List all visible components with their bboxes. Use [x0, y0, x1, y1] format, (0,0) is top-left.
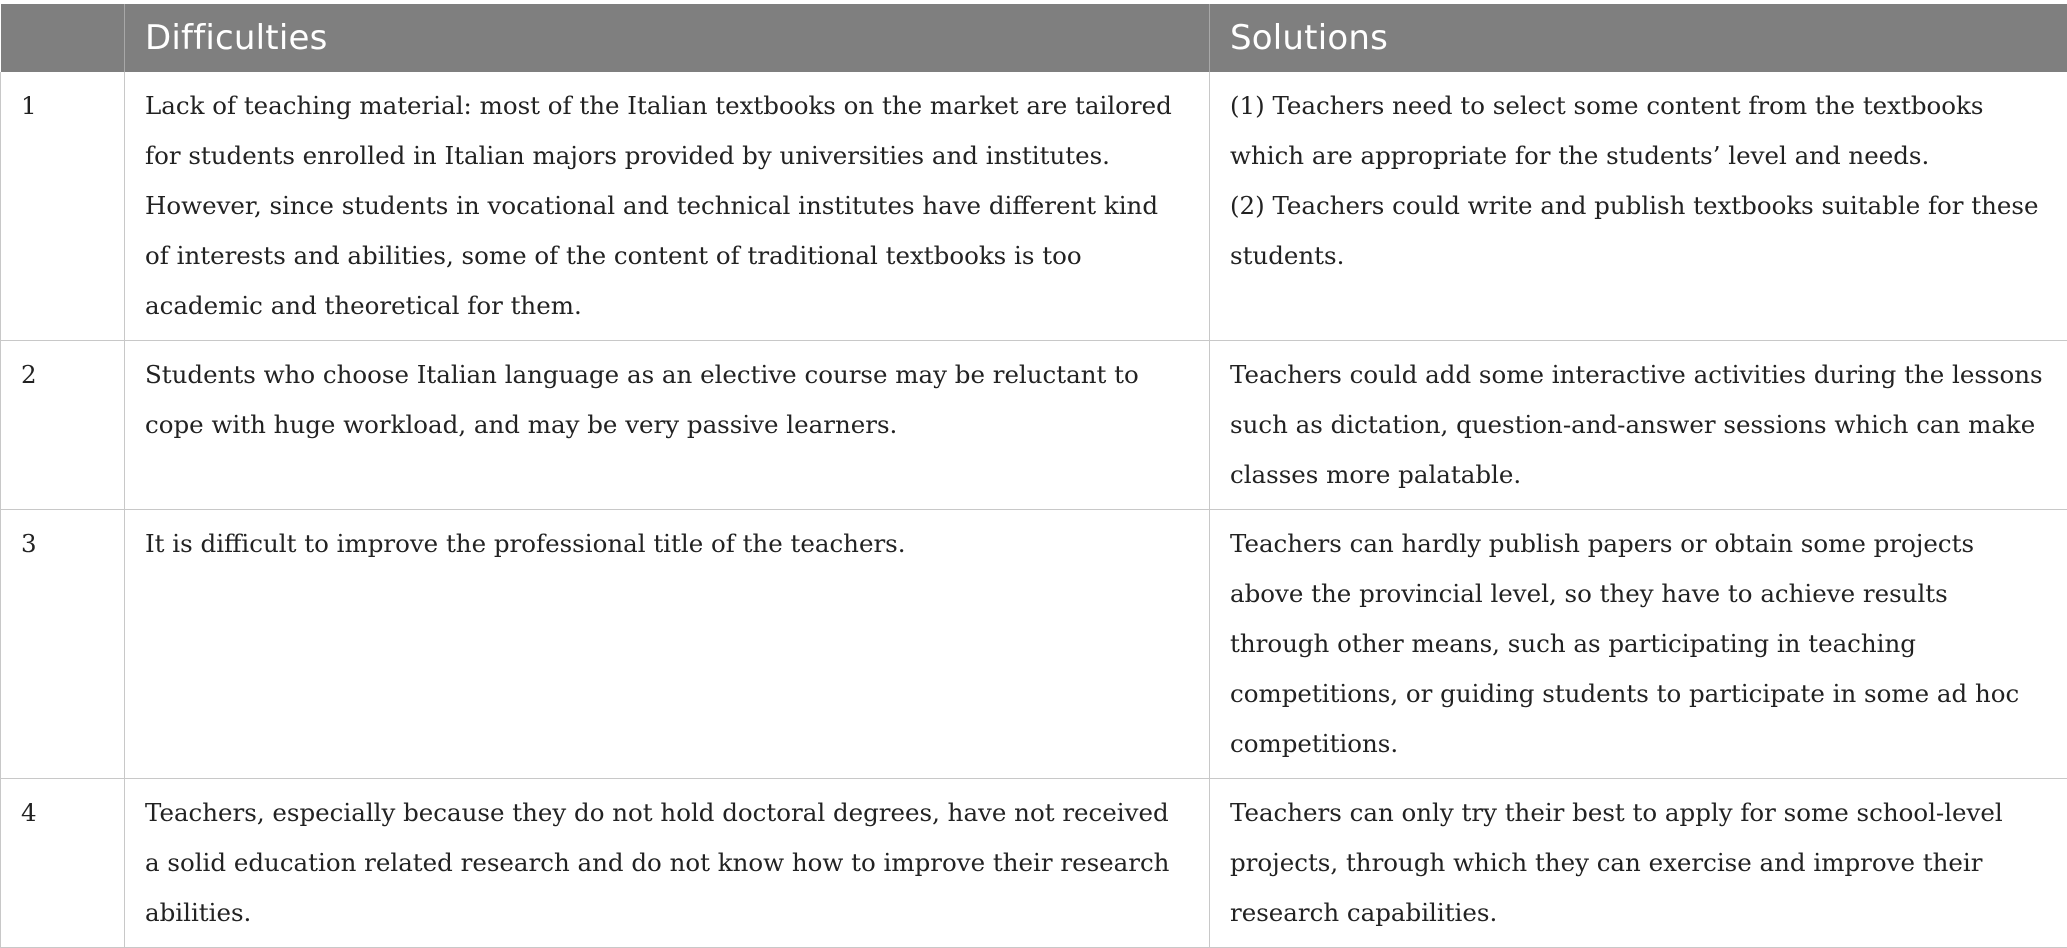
table-row — [1, 779, 2067, 948]
solution-line: (1) Teachers need to select some content from the textbooks which are appropriate for the students’ level and needs. — [1230, 81, 2047, 181]
row-number: 3 — [1, 510, 125, 779]
solution-cell — [1210, 510, 2067, 779]
solution-line: Teachers can only try their best to apply for some school-level projects, through which they can exercise and improve their research capabilities. — [1230, 788, 2047, 938]
solution-line: Teachers could add some interactive activities during the lessons such as dictation, question-and-answer sessions which can make classes more palatable. — [1230, 350, 2047, 500]
solution-cell — [1210, 779, 2067, 948]
difficulty-cell: Lack of teaching material: most of the Italian textbooks on the market are tailored for students enrolled in Italian majors provided by universities and institutes. However, since students in vocational and technical institutes have different kind of interests and abilities, some of the content of traditional textbooks is too academic and theoretical for them. — [125, 72, 1210, 341]
table-body — [1, 72, 2067, 948]
difficulty-cell: It is difficult to improve the professional title of the teachers. — [125, 510, 1210, 779]
row-number: 2 — [1, 341, 125, 510]
header-row — [1, 4, 2067, 72]
difficulty-cell: Teachers, especially because they do not hold doctoral degrees, have not received a solid education related research and do not know how to improve their research abilities. — [125, 779, 1210, 948]
table-row — [1, 341, 2067, 510]
solution-line: (2) Teachers could write and publish textbooks suitable for these students. — [1230, 181, 2047, 281]
solution-cell — [1210, 72, 2067, 341]
row-number: 4 — [1, 779, 125, 948]
table-row — [1, 510, 2067, 779]
table-row — [1, 72, 2067, 341]
row-number: 1 — [1, 72, 125, 341]
difficulty-cell: Students who choose Italian language as an elective course may be reluctant to cope with huge workload, and may be very passive learners. — [125, 341, 1210, 510]
table-header — [1, 4, 2067, 72]
solution-cell — [1210, 341, 2067, 510]
header-difficulties: Difficulties — [125, 4, 1210, 72]
difficulties-solutions-table — [0, 4, 2067, 948]
header-solutions: Solutions — [1210, 4, 2067, 72]
header-number — [1, 4, 125, 72]
difficulties-solutions-table-container — [0, 4, 2067, 948]
solution-line: Teachers can hardly publish papers or obtain some projects above the provincial level, so they have to achieve results through other means, such as participating in teaching competitions, or guiding students to participate in some ad hoc competitions. — [1230, 519, 2047, 769]
